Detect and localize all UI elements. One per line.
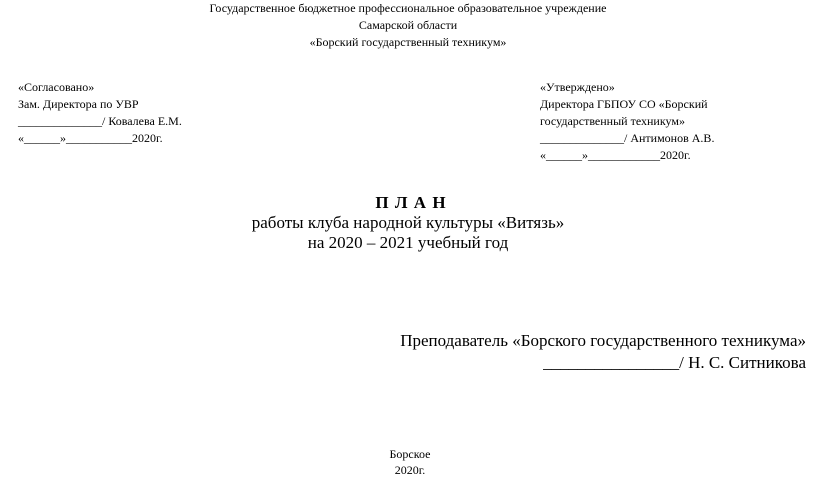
approved-position-line2: государственный техникум» bbox=[540, 114, 685, 128]
agreed-label: «Согласовано» bbox=[18, 80, 95, 94]
footer-year: 2020г. bbox=[394, 463, 426, 477]
institution-type: Государственное бюджетное профессиональное образовательное учреждение bbox=[209, 1, 607, 15]
document-header bbox=[0, 0, 816, 51]
teacher-signature-line: ________________/ Н. С. Ситникова bbox=[543, 353, 806, 372]
approval-approved-block bbox=[540, 79, 714, 164]
approval-agreed-block bbox=[18, 79, 182, 147]
agreed-signature-line: ______________/ Ковалева Е.М. bbox=[18, 114, 182, 128]
institution-region: Самарской области bbox=[358, 18, 458, 32]
teacher-position: Преподаватель «Борского государственного техникума» bbox=[400, 331, 806, 350]
agreed-date-line: «______»___________2020г. bbox=[18, 131, 163, 145]
footer-place: Борское bbox=[389, 447, 431, 461]
document-title bbox=[0, 193, 816, 253]
plan-subject: работы клуба народной культуры «Витязь» bbox=[251, 213, 565, 232]
approved-label: «Утверждено» bbox=[540, 80, 615, 94]
document-footer bbox=[0, 446, 816, 478]
plan-heading: П Л А Н bbox=[375, 193, 447, 212]
plan-academic-year: на 2020 – 2021 учебный год bbox=[307, 233, 509, 252]
approved-position-line1: Директора ГБПОУ СО «Борский bbox=[540, 97, 708, 111]
teacher-signature-block bbox=[400, 330, 806, 374]
institution-name: «Борский государственный техникум» bbox=[309, 35, 507, 49]
approved-signature-line: ______________/ Антимонов А.В. bbox=[540, 131, 715, 145]
approved-date-line: «______»____________2020г. bbox=[540, 148, 691, 162]
agreed-position: Зам. Директора по УВР bbox=[18, 97, 139, 111]
